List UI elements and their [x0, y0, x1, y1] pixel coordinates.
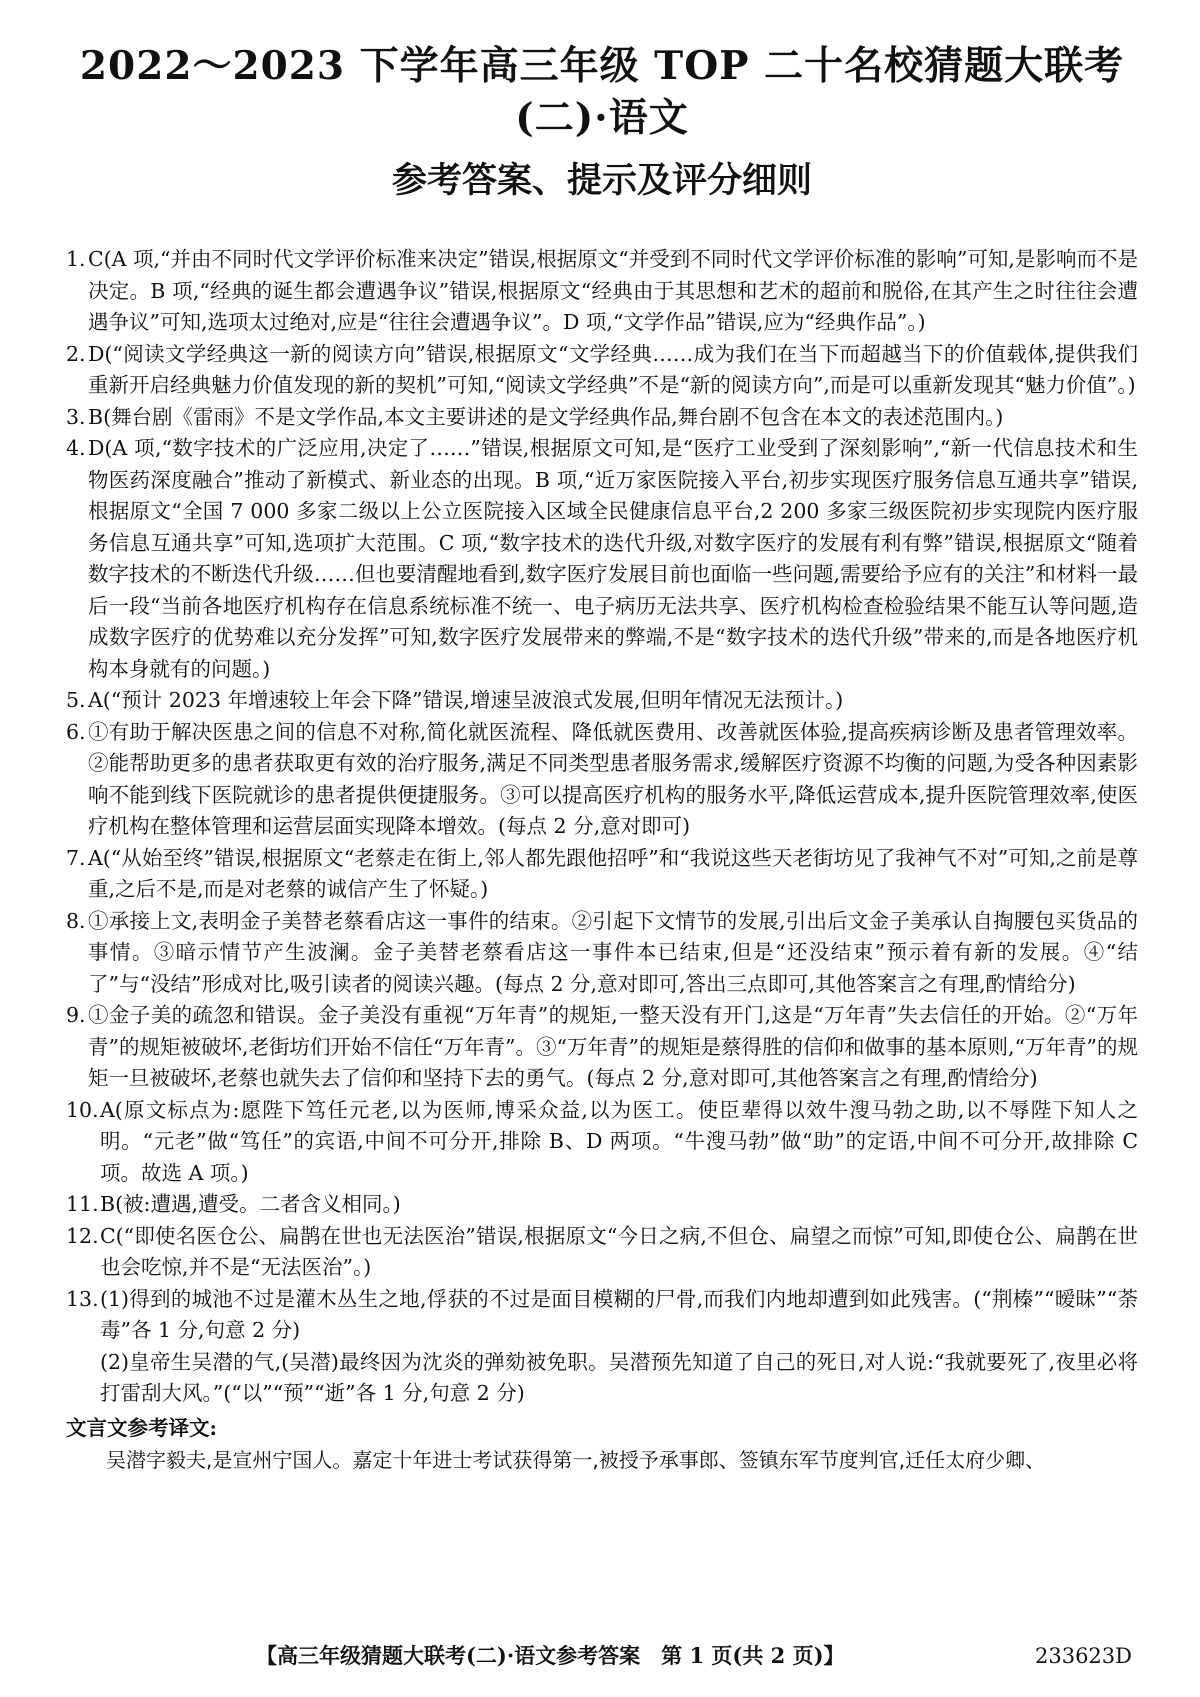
answer-item-6 — [66, 717, 1138, 843]
answer-item-1 — [66, 244, 1138, 339]
answer-item-3 — [66, 402, 1138, 434]
answer-number: 12. — [66, 1223, 99, 1248]
answer-13-part-1: (1)得到的城池不过是灌木丛生之地,俘获的不过是面目模糊的尸骨,而我们内地却遭到如此残害。(“荆榛”“暧昧”“荼毒”各 1 分,句意 2 分) — [100, 1286, 1138, 1342]
page-footer — [0, 1638, 1200, 1674]
answer-list — [66, 244, 1138, 1410]
page-title: 2022～2023 下学年高三年级 TOP 二十名校猜题大联考(二)·语文 — [79, 43, 1125, 141]
answer-text: ①金子美的疏忽和错误。金子美没有重视“万年青”的规矩,一整天没有开门,这是“万年青”失去信任的开始。②“万年青”的规矩被破坏,老街坊们开始不信任“万年青”。③“万年青”的规矩是蔡得胜的信仰和做事的基本原则,“万年青”的规矩一旦被破坏,老蔡也就失去了信仰和坚持下去的勇气。(每点 2 分,意对即可,其他答案言之有理,酌情给分) — [88, 1003, 1138, 1090]
answer-item-2 — [66, 339, 1138, 402]
answer-text: ①有助于解决医患之间的信息不对称,简化就医流程、降低就医费用、改善就医体验,提高疾病诊断及患者管理效率。②能帮助更多的患者获取更有效的治疗服务,满足不同类型患者服务需求,缓解医疗资源不均衡的问题,为受各种因素影响不能到线下医院就诊的患者提供便捷服务。③可以提高医疗机构的服务水平,降低运营成本,提升医院管理效率,使医疗机构在整体管理和运营层面实现降本增效。(每点 2 分,意对即可) — [88, 719, 1138, 838]
answer-text: D(A 项,“数字技术的广泛应用,决定了……”错误,根据原文可知,是“医疗工业受到了深刻影响”,“新一代信息技术和生物医药深度融合”推动了新模式、新业态的出现。B 项,“近万家医院接入平台,初步实现医疗服务信息互通共享”错误,根据原文“全国 7 000 多家二级以上公立医院接入区域全民健康信息平台,2 200 多家三级医院初步实现院内医疗服务信息互通共享”可知,选项扩大范围。C 项,“数字技术的迭代升级,对数字医疗的发展有利有弊”错误,根据原文“随着数字技术的不断迭代升级……但也要清醒地看到,数字医疗发展目前也面临一些问题,需要给予应有的关注”和材料一最后一段“当前各地医疗机构存在信息系统标准不统一、电子病历无法共享、医疗机构检查检验结果不能互认等问题,造成数字医疗的优势难以充分发挥”可知,数字医疗发展带来的弊端,不是“数字技术的迭代升级”带来的,而是各地医疗机构本身就有的问题。) — [88, 436, 1138, 681]
answer-text: B(舞台剧《雷雨》不是文学作品,本文主要讲述的是文学经典作品,舞台剧不包含在本文的表述范围内。) — [88, 404, 1004, 429]
answer-text: A(“从始至终”错误,根据原文“老蔡走在街上,邻人都先跟他招呼”和“我说这些天老街坊见了我神气不对”可知,之前是尊重,之后不是,而是对老蔡的诚信产生了怀疑。) — [88, 845, 1138, 901]
answer-item-5 — [66, 685, 1138, 717]
answer-number: 9. — [66, 1003, 86, 1027]
answer-item-9 — [66, 1000, 1138, 1095]
answer-item-7 — [66, 843, 1138, 906]
answer-text: C(“即使名医仓公、扁鹊在世也无法医治”错误,根据原文“今日之病,不但仓、扁望之而惊”可知,即使仓公、扁鹊在世也会吃惊,并不是“无法医治”。) — [100, 1223, 1138, 1279]
answer-number: 8. — [66, 908, 86, 933]
answer-text: B(被:遭遇,遭受。二者含义相同。) — [100, 1192, 401, 1216]
answer-number: 11. — [66, 1192, 99, 1216]
answer-number: 13. — [66, 1286, 99, 1311]
answer-number: 10. — [66, 1097, 99, 1122]
answer-13-body — [100, 1284, 1138, 1410]
answer-item-12 — [66, 1221, 1138, 1284]
footer-code: 233623D — [1034, 1644, 1132, 1668]
answer-item-4 — [66, 433, 1138, 685]
answer-item-10 — [66, 1095, 1138, 1190]
answer-text: A(“预计 2023 年增速较上年会下降”错误,增速呈波浪式发展,但明年情况无法预计。) — [88, 688, 844, 712]
answer-number: 7. — [66, 845, 86, 870]
answer-number: 3. — [66, 404, 86, 429]
answer-number: 2. — [66, 341, 86, 366]
translation-text: 吴潜字毅夫,是宣州宁国人。嘉定十年进士考试获得第一,被授予承事郎、签镇东军节度判官,迁任太府少卿、 — [106, 1447, 1046, 1472]
answer-item-11 — [66, 1189, 1138, 1221]
answer-text: D(“阅读文学经典这一新的阅读方向”错误,根据原文“文学经典……成为我们在当下而超越当下的价值载体,提供我们重新开启经典魅力价值发现的新的契机”可知,“阅读文学经典”不是“新的阅读方向”,而是可以重新发现其“魅力价值”。) — [88, 341, 1138, 397]
answer-number: 6. — [66, 719, 86, 744]
answer-item-8 — [66, 906, 1138, 1001]
answer-number: 5. — [66, 688, 86, 712]
answer-13-part-2: (2)皇帝生吴潜的气,(吴潜)最终因为沈炎的弹劾被免职。吴潜预先知道了自己的死日,对人说:“我就要死了,夜里必将打雷刮大风。”(“以”“预”“逝”各 1 分,句意 2 分) — [100, 1349, 1138, 1405]
answer-text: A(原文标点为:愿陛下笃任元老,以为医师,博采众益,以为医工。使臣辈得以效牛溲马勃之助,以不辱陛下知人之明。“元老”做“笃任”的宾语,中间不可分开,排除 B、D 两项。“牛溲马勃”做“助”的定语,中间不可分开,故排除 C 项。故选 A 项。) — [100, 1097, 1138, 1185]
answer-text: C(A 项,“并由不同时代文学评价标准来决定”错误,根据原文“并受到不同时代文学评价标准的影响”可知,是影响而不是决定。B 项,“经典的诞生都会遭遇争议”错误,根据原文“经典由于其思想和艺术的超前和脱俗,在其产生之时往往会遭遇争议”可知,选项太过绝对,应是“往往会遭遇争议”。D 项,“文学作品”错误,应为“经典作品”。) — [88, 247, 1138, 334]
translation-heading: 文言文参考译文: — [66, 1415, 218, 1440]
page-subtitle: 参考答案、提示及评分细则 — [391, 160, 812, 201]
answer-text: ①承接上文,表明金子美替老蔡看店这一事件的结束。②引起下文情节的发展,引出后文金子美承认自掏腰包买货品的事情。③暗示情节产生波澜。金子美替老蔡看店这一事件本已结束,但是“还没结束”预示着有新的发展。④“结了”与“没结”形成对比,吸引读者的阅读兴趣。(每点 2 分,意对即可,答出三点即可,其他答案言之有理,酌情给分) — [88, 908, 1138, 996]
footer-page-info: 【高三年级猜题大联考(二)·语文参考答案 第 1 页(共 2 页)】 — [256, 1643, 845, 1668]
answer-item-13 — [66, 1284, 1138, 1410]
answer-number: 1. — [66, 247, 86, 271]
answer-number: 4. — [66, 436, 86, 460]
